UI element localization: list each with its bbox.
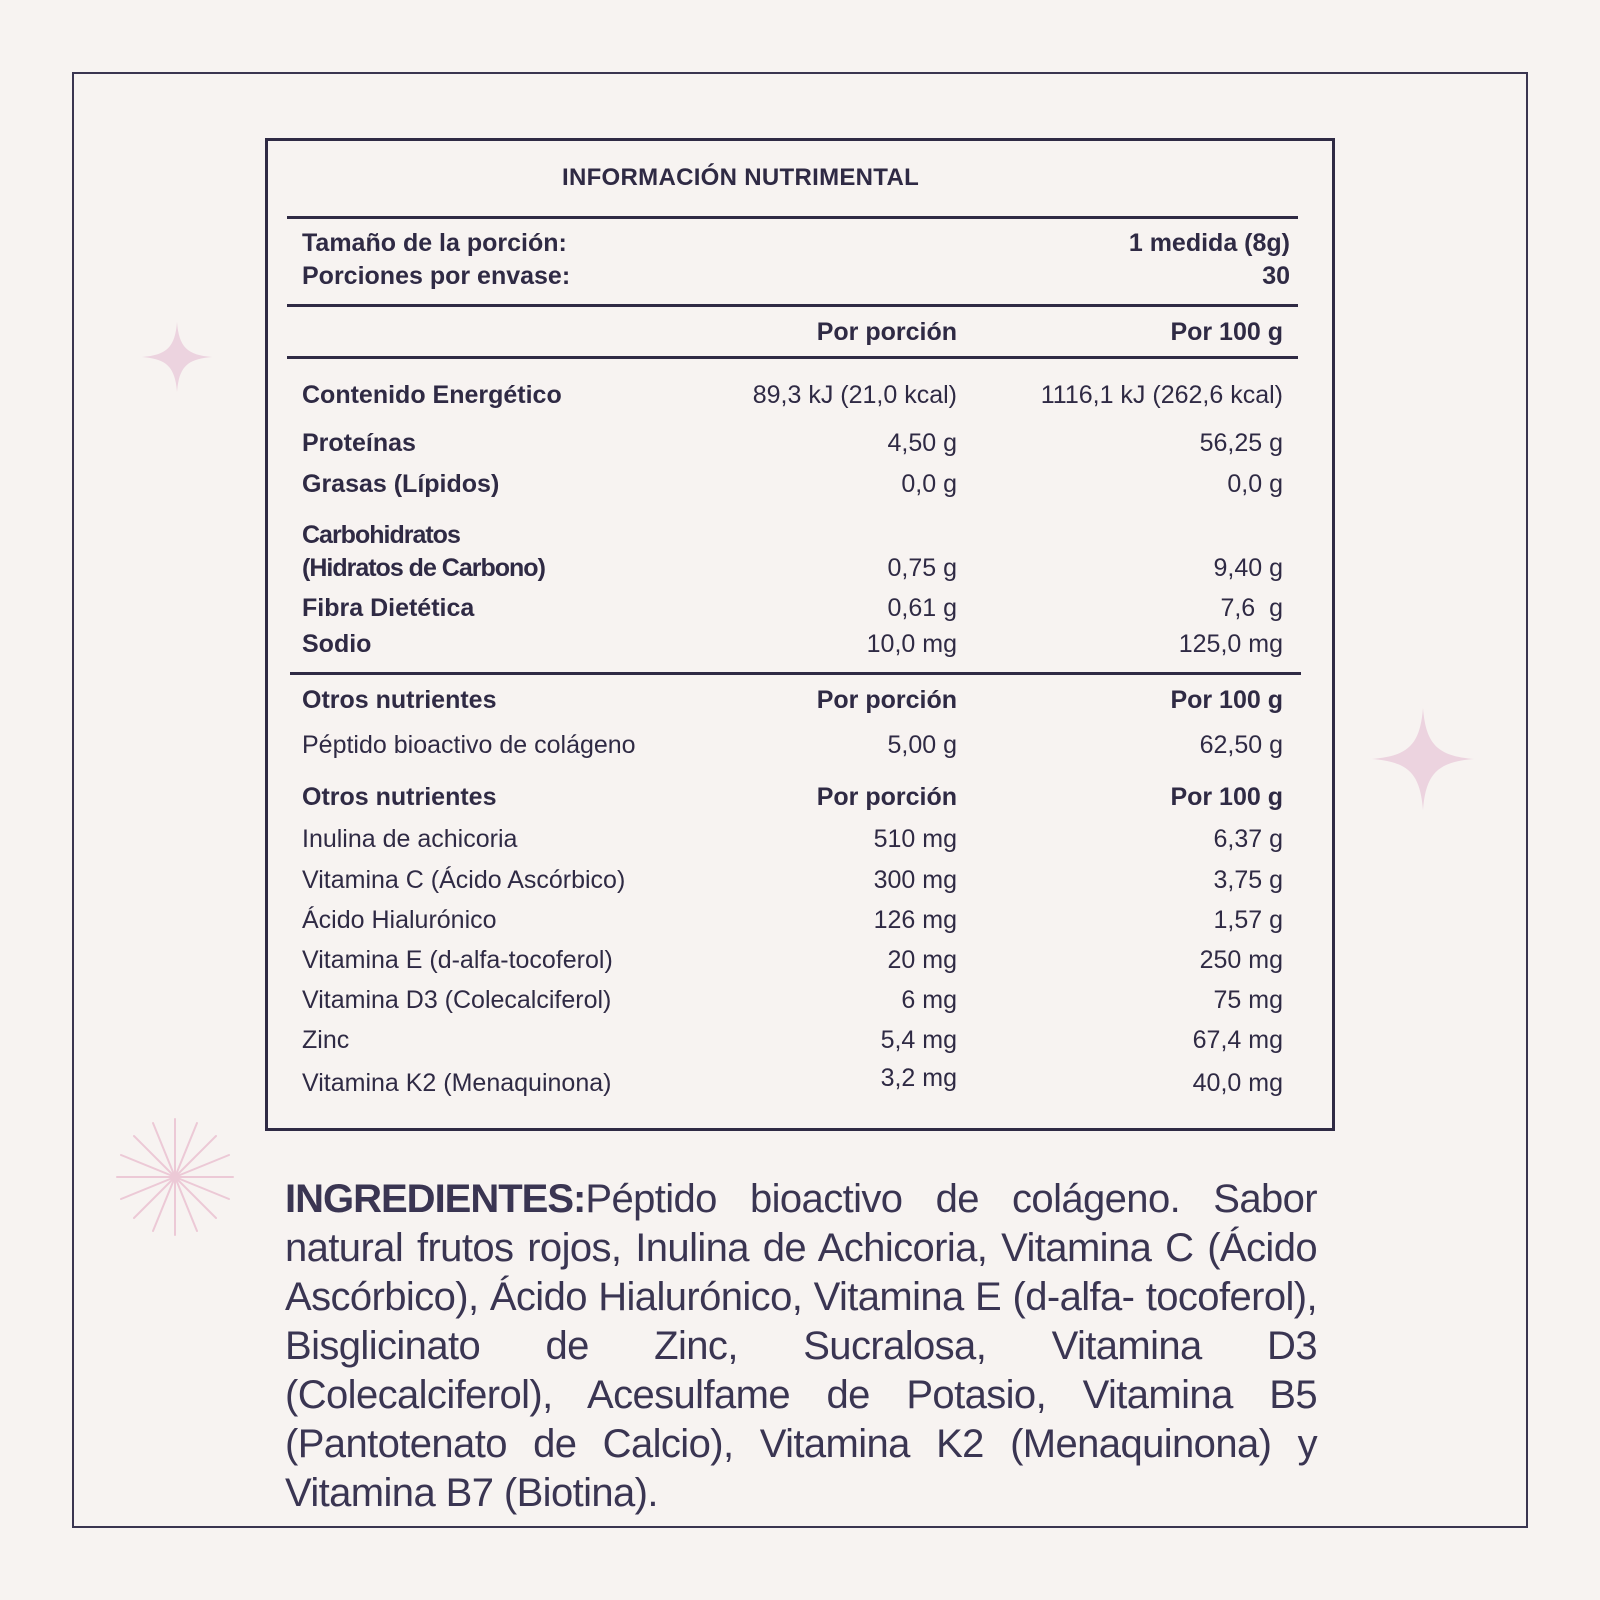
nutrient-per100: 125,0 mg (1178, 630, 1283, 658)
divider-other (290, 672, 1301, 675)
nutrient-name: Carbohidratos (302, 521, 460, 549)
sparkle-right-icon (1372, 708, 1474, 810)
ingredients-paragraph (285, 1175, 1317, 1518)
other-header-per-100g: Por 100 g (1170, 686, 1283, 714)
nutrient-per100: 7,6 g (1220, 594, 1283, 622)
sparkle-left-icon (142, 322, 212, 392)
nutrient-portion: 0,0 g (901, 470, 957, 498)
nutrient-name: Sodio (302, 630, 372, 658)
other-nutrient-portion: 6 mg (901, 986, 957, 1014)
nutrient-portion: 89,3 kJ (21,0 kcal) (752, 381, 957, 409)
servings-per-container-value: 30 (1262, 262, 1290, 290)
other-nutrient-per100: 3,75 g (1213, 866, 1283, 894)
starburst-icon (111, 1113, 239, 1241)
nutrient-portion: 10,0 mg (866, 630, 957, 658)
divider-top (287, 216, 1298, 219)
other-nutrient-name: Vitamina D3 (Colecalciferol) (302, 986, 612, 1014)
other-nutrients-header: Otros nutrientes (302, 686, 497, 714)
header-per-portion: Por porción (816, 318, 957, 346)
other-nutrient-per100: 1,57 g (1213, 906, 1283, 934)
panel-title: INFORMACIÓN NUTRIMENTAL (562, 164, 920, 191)
other-nutrient-portion: 300 mg (873, 866, 957, 894)
serving-size-label: Tamaño de la porción: (302, 229, 567, 257)
nutrient-name-line2: (Hidratos de Carbono) (302, 554, 545, 582)
nutrient-per100: 9,40 g (1213, 554, 1283, 582)
nutrient-name: Grasas (Lípidos) (302, 470, 500, 498)
other-nutrient-portion: 5,4 mg (880, 1026, 957, 1054)
other-nutrient-portion: 3,2 mg (880, 1064, 957, 1092)
nutrient-per100: 0,0 g (1227, 470, 1283, 498)
serving-size-value: 1 medida (8g) (1128, 229, 1290, 257)
nutrient-name: Fibra Dietética (302, 594, 475, 622)
other-nutrient-portion: 20 mg (887, 946, 957, 974)
nutrient-per100: 1116,1 kJ (262,6 kcal) (1040, 381, 1283, 409)
other-nutrient-per100: 67,4 mg (1192, 1026, 1283, 1054)
other-nutrient-per100: 62,50 g (1199, 731, 1283, 759)
servings-per-container-label: Porciones por envase: (302, 262, 571, 290)
divider-serving (287, 304, 1298, 307)
other-nutrient-portion: 126 mg (873, 906, 957, 934)
other-header-per-100g: Por 100 g (1170, 783, 1283, 811)
nutrient-name: Contenido Energético (302, 381, 562, 409)
nutrient-portion: 0,75 g (887, 554, 957, 582)
other-nutrient-name: Vitamina E (d-alfa-tocoferol) (302, 946, 613, 974)
other-nutrient-per100: 6,37 g (1213, 825, 1283, 853)
other-nutrient-name: Vitamina C (Ácido Ascórbico) (302, 866, 626, 894)
divider-header (287, 356, 1298, 359)
other-nutrient-portion: 5,00 g (887, 731, 957, 759)
other-nutrient-portion: 510 mg (873, 825, 957, 853)
nutrient-per100: 56,25 g (1199, 429, 1283, 457)
header-per-100g: Por 100 g (1170, 318, 1283, 346)
other-nutrient-per100: 250 mg (1199, 946, 1283, 974)
nutrient-name: Proteínas (302, 429, 416, 457)
other-header-per-portion: Por porción (816, 686, 957, 714)
other-nutrient-per100: 40,0 mg (1192, 1069, 1283, 1097)
other-nutrient-name: Inulina de achicoria (302, 825, 518, 853)
ingredients-text: Péptido bioactivo de colágeno. Sabor natural frutos rojos, Inulina de Achicoria, Vitamina C (Ácido Ascórbico), Ácido Hialurónico, Vitamina E (d-alfa- tocoferol), Bisglicinato de Zinc, Sucralosa, Vitamina D3 (Colecalciferol), Acesulfame de Potasio, Vitamina B5 (Pantotenato de Calcio), Vitamina K2 (Menaquinona) y Vitamina B7 (Biotina). (285, 1177, 1317, 1515)
ingredients-label: INGREDIENTES: (285, 1177, 586, 1221)
other-nutrient-name: Vitamina K2 (Menaquinona) (302, 1069, 612, 1097)
other-nutrient-name: Ácido Hialurónico (302, 906, 497, 934)
other-nutrient-per100: 75 mg (1213, 986, 1283, 1014)
other-nutrients-header: Otros nutrientes (302, 783, 497, 811)
other-nutrient-name: Péptido bioactivo de colágeno (302, 731, 636, 759)
nutrient-portion: 0,61 g (887, 594, 957, 622)
other-nutrient-name: Zinc (302, 1026, 350, 1054)
other-header-per-portion: Por porción (816, 783, 957, 811)
nutrient-portion: 4,50 g (887, 429, 957, 457)
